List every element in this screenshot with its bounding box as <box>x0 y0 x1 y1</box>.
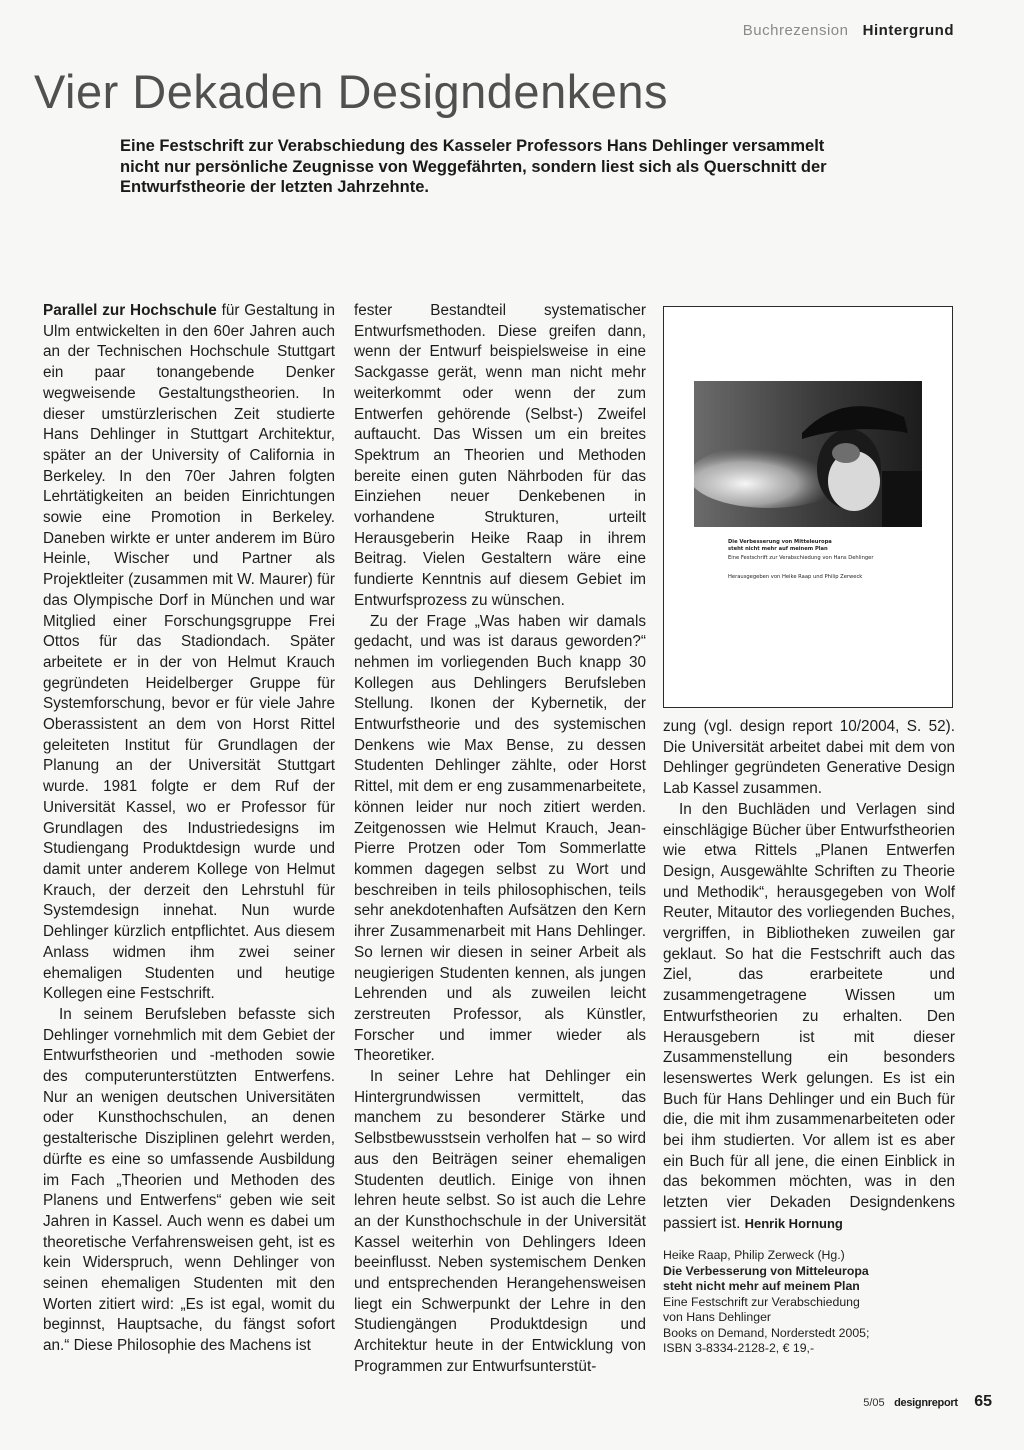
rubric-category: Buchrezension <box>742 22 849 39</box>
paragraph-text: In den Buchläden und Verlagen sind einschlägige Bücher über Entwurfstheorien wie etwa Rittels „Planen Entwerfen Design, Ausgewählte Schriften zu Theorie und Methodik“, herausgegeben von Wolf Reuter, Mitautor des vorliegenden Buches, vergriffen, in Bibliotheken zuweilen gar geklaut. So hat die Festschrift auch das Ziel, das erarbeitete und zusammengetragene Wissen um Entwurfstheorien zu erhalten. Den Herausgebern ist mit dieser Zusammenstellung ein besonders lesenswertes Werk gelungen. Es ist ein Buch für Hans Dehlinger und ein Buch für die, die mit ihm zusammenarbeiteten oder bei ihm studierten. Vor allem ist es aber ein Buch für all jene, die einen Einblick in das bekommen möchten, was in den letzten vier Dekaden Designdenkens passiert ist. <box>663 800 955 1232</box>
book-info <box>663 1248 953 1357</box>
cover-title-line-1: Die Verbesserung von Mitteleuropa <box>728 539 832 545</box>
paragraph: fester Bestandteil systematischer Entwurfsmethoden. Diese greifen dann, wenn der Entwurf beispielsweise in eine Sackgasse gerät, wenn man nicht mehr weiterkommt oder wenn der zum Entwerfen gehörende (Selbst-) Zweifel auftaucht. Das Wissen um ein breites Spektrum an Theorien und Methoden bereite einen guten Nährboden für das Einziehen neuer Denkebenen in vorhandene Strukturen, urteilt Herausgeberin Heike Raap in ihrem Beitrag. Vielen Gestaltern wäre eine fundierte Kenntnis auf diesem Gebiet im Entwurfsprozess zu wünschen. <box>354 302 646 609</box>
article-lead: Eine Festschrift zur Verabschiedung des Kasseler Professors Hans Dehlinger versammelt nicht nur persönliche Zeugnisse von Weggefährten, sondern liest sich als Querschnitt der Entwurfstheorie der letzten Jahrzehnte. <box>120 137 827 196</box>
book-cover-image <box>663 306 953 708</box>
rubric-section: Hintergrund <box>862 22 954 39</box>
cover-editors: Herausgegeben von Heike Raap und Philip Zerweck <box>728 574 863 580</box>
article-title: Vier Dekaden Designdenkens <box>34 65 668 118</box>
author-signature: Henrik Hornung <box>744 1215 843 1231</box>
text-column-1 <box>43 301 335 1357</box>
paragraph: Zu der Frage „Was haben wir damals gedacht, und was ist daraus geworden?“ nehmen im vorliegenden Buch knapp 30 Kollegen aus Dehlingers Berufsleben Stellung. Ikonen der Kybernetik, der Entwurfstheorie und des systemischen Denkens wie Max Bense, zu dessen Studenten Dehlinger zählte, oder Horst Rittel, mit dem er eng zusammenarbeitete, können leider nur noch zitiert werden. Zeitgenossen wie Helmut Krauch, Jean-Pierre Protzen oder Tom Sommerlatte kommen dagegen selbst zu Wort und beschreiben in teils philosophischen, teils sehr anekdotenhaften Aufsätzen den Kern ihrer Zusammenarbeit mit Hans Dehlinger. So lernen wir diesen in seiner Arbeit als neugierigen Studenten kennen, als jungen Lehrenden und als zuweilen leicht zerstreuten Professor, als Künstler, Forscher und immer wieder als Theoretiker. <box>354 612 646 1065</box>
book-info-title-line-1: Die Verbesserung von Mitteleuropa <box>663 1263 869 1278</box>
text-column-3 <box>663 717 955 1235</box>
book-info-editors: Heike Raap, Philip Zerweck (Hg.) <box>663 1248 845 1262</box>
cover-subtitle: Eine Festschrift zur Verabschiedung von Hans Dehlinger <box>728 555 874 561</box>
cover-portrait-photo <box>694 381 922 527</box>
cover-title-line-2: steht nicht mehr auf meinem Plan <box>728 546 828 552</box>
cover-text <box>728 539 928 581</box>
paragraph: In seiner Lehre hat Dehlinger ein Hintergrundwissen vermittelt, das manchem zu besonderer Stärke und Selbstbewusstsein verholfen hat – so wird aus den Beiträgen seiner ehemaligen Studenten deutlich. Einige von ihnen lehren heute selbst. So ist auch die Lehre an der Kunsthochschule in der Universität Kassel weiterhin von Dehlingers Ideen beeinflusst. Neben systemischem Denken und entsprechenden Herangehensweisen liegt ein Schwerpunkt der Lehre in den Studiengängen Produktdesign und Architektur heute in der Entwicklung von Programmen zur Entwurfsunterstüt- <box>354 1068 646 1375</box>
page-footer <box>863 1393 992 1411</box>
book-info-title-line-2: steht nicht mehr auf meinem Plan <box>663 1279 860 1293</box>
book-info-isbn-price: ISBN 3-8334-2128-2, € 19,- <box>663 1341 815 1355</box>
page-number: 65 <box>974 1393 992 1410</box>
book-info-subtitle-line-1: Eine Festschrift zur Verabschiedung <box>663 1294 860 1309</box>
paragraph-text: für Gestaltung in Ulm entwickelten in den 60er Jahren auch an der Technischen Hochschule Stuttgart ein paar tonangebende Denker wegweisende Gestaltungstheorien. In dieser umstürzlerischen Zeit studierte Hans Dehlinger in Stuttgart Architektur, später an der University of California in Berkeley. In den 70er Jahren folgten Lehrtätigkeiten an beiden Einrichtungen sowie eine Promotion in Berkeley. Daneben wirkte er unter anderem im Büro Heinle, Wischer und Partner als Projektleiter (zusammen mit W. Maurer) für das Olympische Dorf in München und war Mitglied einer Forschungsgruppe Frei Ottos für das Stadiondach. Später arbeitete er in der von Helmut Krauch gegründeten Heidelberger Gruppe für Systemforschung, bevor er für viele Jahre Oberassistent an dem von Horst Rittel geleiteten Institut für Grundlagen der Planung an der Universität Stuttgart wurde. 1981 folgte er dem Ruf der Universität Kassel, wo er Professor für Grundlagen des Industriedesigns im Studiengang Produktdesign wurde und damit unter anderem Kollege von Helmut Krauch, der derzeit den Lehrstuhl für Systemdesign innehat. Nun wurde Dehlinger kürzlich entpflichtet. Aus diesem Anlass widmen ihm zwei seiner ehemaligen Studenten und heutige Kollegen eine Festschrift. <box>43 302 335 1003</box>
issue-number: 5/05 <box>863 1397 885 1409</box>
book-info-publisher: Books on Demand, Norderstedt 2005; <box>663 1325 870 1340</box>
run-in-heading: Parallel zur Hochschule <box>43 302 217 319</box>
rubric <box>743 22 954 39</box>
paragraph <box>43 301 335 1005</box>
paragraph <box>663 800 955 1235</box>
book-info-subtitle-line-2: von Hans Dehlinger <box>663 1310 772 1324</box>
paragraph: In seinem Berufsleben befasste sich Dehlinger vornehmlich mit dem Gebiet der Entwurfstheorien und -methoden sowie des computerunterstützten Entwerfens. Nur an wenigen deutschen Universitäten oder Kunsthochschulen, an denen gestalterische Disziplinen gelehrt werden, dürfte es eine so umfassende Ausbildung im Fach „Theorien und Methoden des Planens und Entwerfens“ geben wie seit Jahren in Kassel. Auch wenn es dabei um theoretische Verfahrensweisen geht, ist es kein Widerspruch, wenn Dehlinger von seinen ehemaligen Studenten mit den Worten zitiert wird: „Es ist egal, womit du beginnst, Hauptsache, du fängst sofort an.“ Diese Philosophie des Machens ist <box>43 1005 335 1355</box>
text-column-2 <box>354 301 646 1378</box>
magazine-name: designreport <box>894 1397 958 1409</box>
paragraph: zung (vgl. design report 10/2004, S. 52). Die Universität arbeitet dabei mit dem von Dehlinger gegründeten Generative Design Lab Kassel zusammen. <box>663 718 955 798</box>
